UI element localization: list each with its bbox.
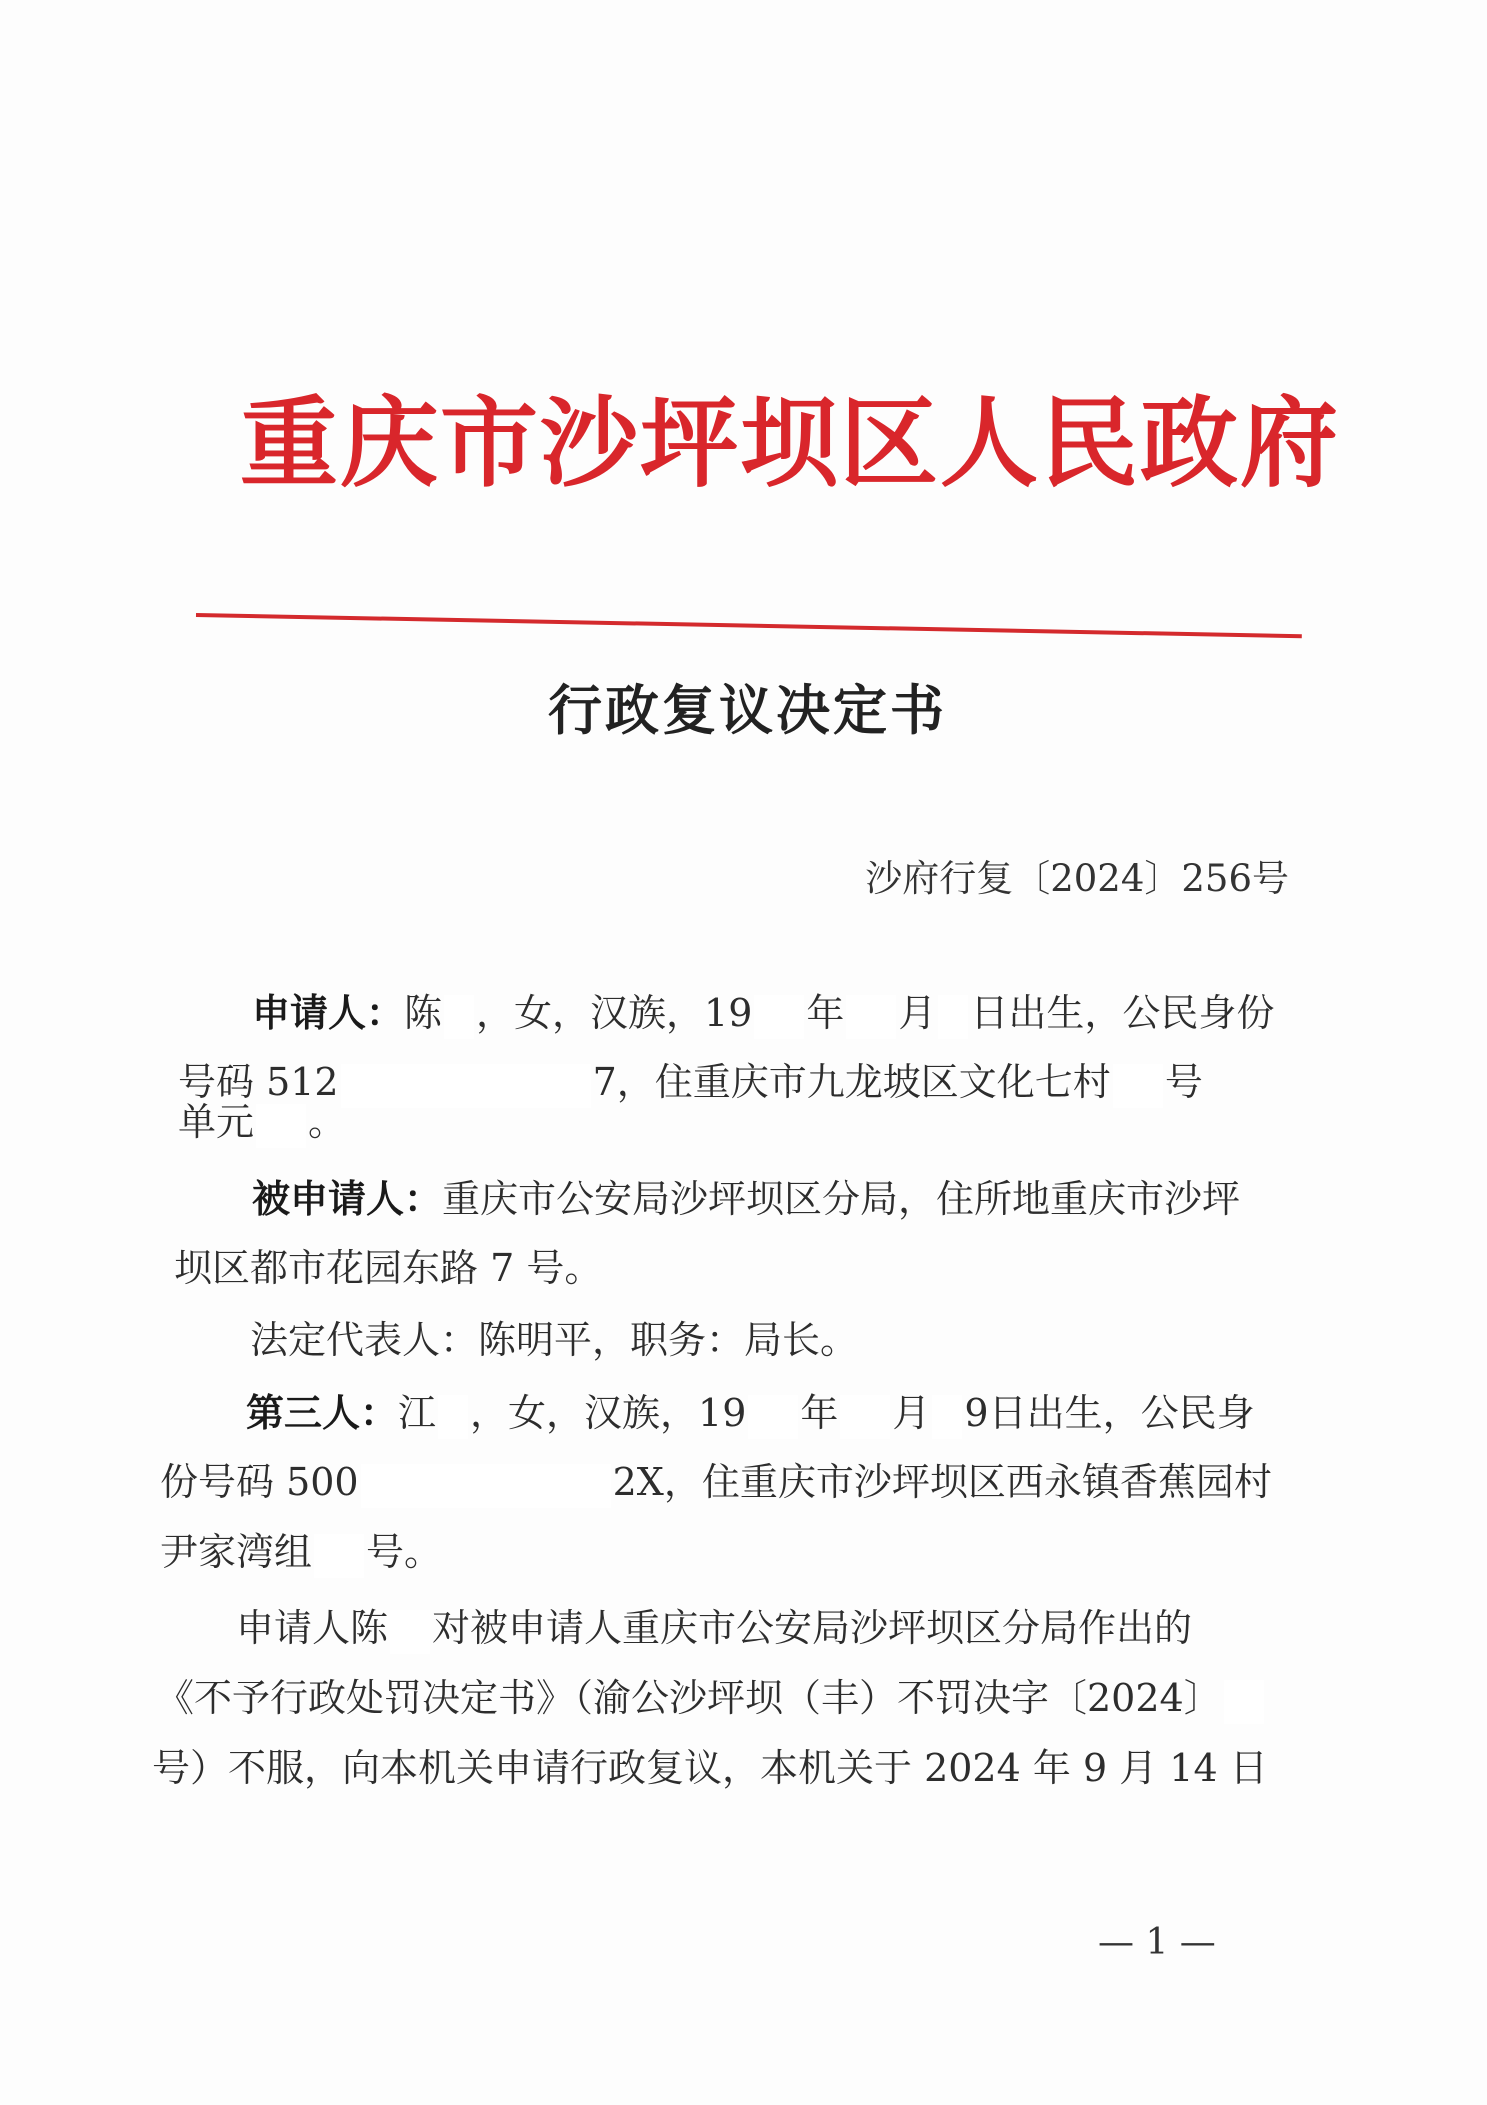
redaction-box [932,1395,962,1439]
redaction-box [256,1104,306,1148]
redaction-box [1224,1680,1264,1724]
applicant-building-suffix: 号 [1164,1060,1203,1104]
government-name-heading: 重庆市沙坪坝区人民政府 [240,386,1341,501]
third-party-address-2: 尹家湾组 [160,1530,313,1574]
respondent-text-1: 重庆市公安局沙坪坝区分局，住所地重庆市沙坪 [442,1177,1241,1221]
redaction-box [748,1395,798,1439]
third-party-id-suffix: 2X，住重庆市沙坪坝区西永镇香蕉园村 [612,1460,1272,1504]
redaction-box [840,1395,890,1439]
redaction-box [1113,1064,1163,1108]
third-party-month-suffix: 月 [892,1391,931,1435]
document-title: 行政复议决定书 [548,678,947,742]
third-party-day-suffix: 9日出生，公民身 [964,1391,1255,1435]
third-party-info: ，女，汉族，19 [470,1391,747,1435]
third-party-year-suffix: 年 [800,1391,839,1435]
respondent-label: 被申请人： [252,1176,443,1221]
applicant-line-1 [252,990,1274,1039]
applicant-month-suffix: 月 [898,991,937,1035]
third-party-id-prefix: 份号码 500 [160,1460,359,1504]
body-line-2 [156,1676,1266,1724]
applicant-id-suffix: 7，住重庆市九龙坡区文化七村 [592,1060,1111,1104]
applicant-info: ，女，汉族，19 [476,991,753,1035]
redaction-box [341,1064,591,1108]
third-party-line-3 [160,1530,442,1578]
red-header-divider [196,613,1302,638]
body-line-1-end: 对被申请人重庆市公安局沙坪坝区分局作出的 [432,1606,1193,1650]
applicant-day-suffix: 日出生，公民身份 [970,991,1275,1035]
body-line-2-text: 《不予行政处罚决定书》（渝公沙坪坝（丰）不罚决字〔2024〕 [156,1676,1222,1720]
redaction-box [444,995,474,1039]
applicant-year-suffix: 年 [806,991,845,1035]
respondent-line-1 [252,1176,1240,1223]
third-party-label: 第三人： [246,1390,399,1435]
body-line-1 [236,1606,1192,1654]
page-number: — 1 — [1098,1922,1216,1963]
redaction-box [361,1464,611,1508]
respondent-line-2: 坝区都市花园东路 7 号。 [174,1246,603,1290]
redaction-box [390,1610,430,1654]
applicant-unit-end: 。 [308,1100,347,1144]
redaction-box [754,995,804,1039]
body-line-1-start: 申请人陈 [236,1606,389,1650]
applicant-unit-label: 单元 [178,1100,255,1144]
document-number: 沙府行复〔2024〕256号 [865,857,1289,900]
redaction-box [938,995,968,1039]
third-party-line-1 [246,1390,1255,1439]
applicant-label: 申请人： [252,990,405,1035]
redaction-box [314,1534,364,1578]
applicant-line-3 [178,1100,346,1148]
redaction-box [846,995,896,1039]
third-party-name: 江 [398,1391,437,1435]
third-party-address-end: 号。 [366,1530,443,1574]
body-line-3: 号）不服，向本机关申请行政复议，本机关于 2024 年 9 月 14 日 [152,1746,1268,1790]
redaction-box [438,1395,468,1439]
legal-representative: 法定代表人：陈明平，职务：局长。 [250,1318,859,1362]
third-party-line-2 [160,1460,1272,1508]
applicant-id-prefix: 号码 512 [178,1060,339,1104]
applicant-name: 陈 [404,991,443,1035]
